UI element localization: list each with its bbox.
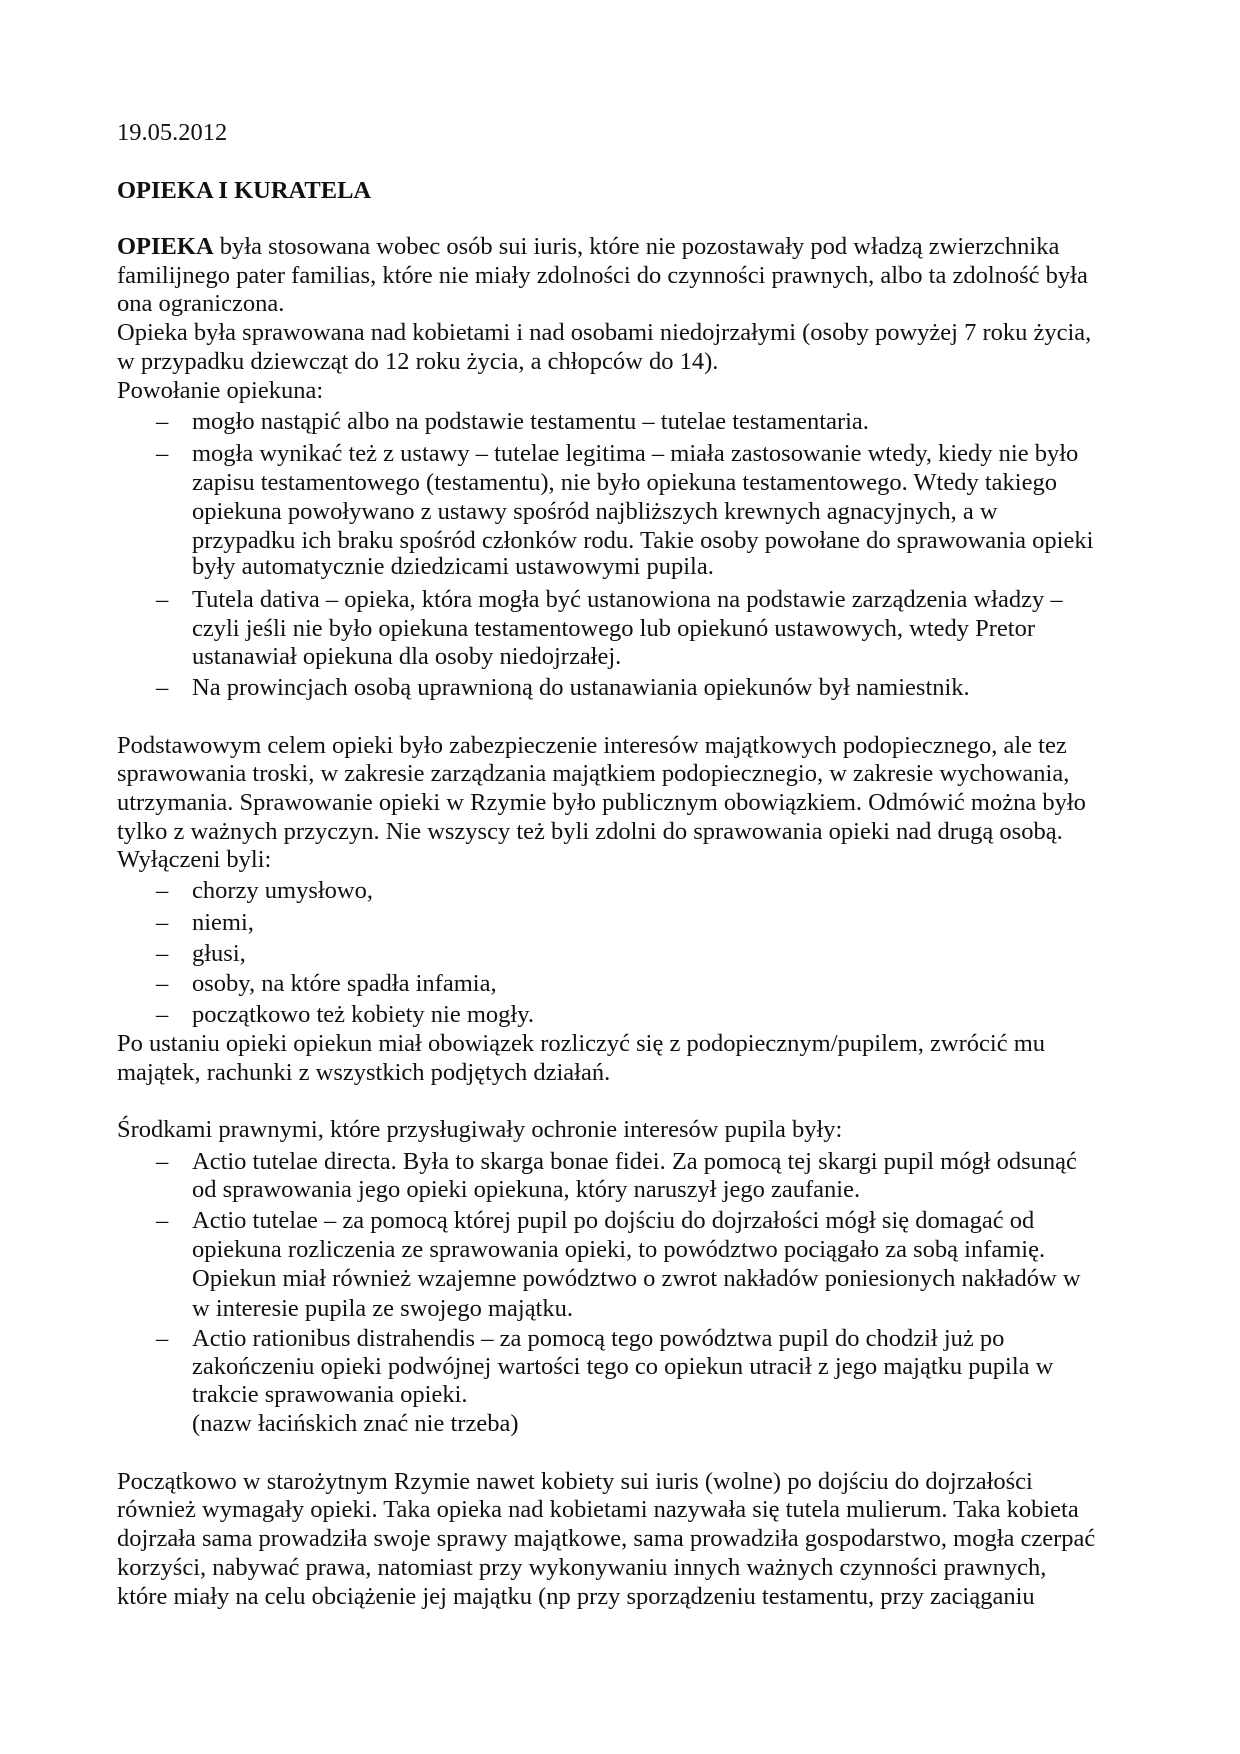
list-item-line: były automatycznie dziedzicami ustawowymi pupila. — [192, 553, 714, 580]
paragraph-line: w przypadku dziewcząt do 12 roku życia, a chłopców do 14). — [117, 348, 719, 375]
paragraph-line: ona ograniczona. — [117, 290, 285, 317]
list-item-line: początkowo też kobiety nie mogły. — [192, 1001, 534, 1028]
bullet-dash-icon: – — [156, 408, 169, 435]
list-item-line: głusi, — [192, 940, 246, 967]
paragraph-line — [117, 232, 1059, 261]
bullet-dash-icon: – — [156, 1148, 169, 1175]
bullet-dash-icon: – — [156, 877, 169, 904]
paragraph-line: również wymagały opieki. Taka opieka nad kobietami nazywała się tutela mulierum. Taka kobieta — [117, 1496, 1079, 1523]
list-item-line: osoby, na które spadła infamia, — [192, 970, 497, 997]
document-date: 19.05.2012 — [117, 119, 228, 146]
paragraph-line: majątek, rachunki z wszystkich podjętych działań. — [117, 1059, 611, 1086]
paragraph-line: familijnego pater familias, które nie miały zdolności do czynności prawnych, albo ta zdolność była — [117, 262, 1088, 289]
lead-term: OPIEKA — [117, 233, 214, 260]
list-item-line: ustanawiał opiekuna dla osoby niedojrzałej. — [192, 643, 622, 670]
list-item-line: Actio tutelae directa. Była to skarga bonae fidei. Za pomocą tej skargi pupil mógł odsunąć — [192, 1148, 1077, 1175]
paragraph-line: Wyłączeni byli: — [117, 846, 272, 873]
paragraph-line: Podstawowym celem opieki było zabezpieczenie interesów majątkowych podopiecznego, ale tez — [117, 732, 1067, 759]
bullet-dash-icon: – — [156, 1207, 169, 1234]
bullet-dash-icon: – — [156, 909, 169, 936]
list-item-line: przypadku ich braku spośród członków rodu. Takie osoby powołane do sprawowania opieki — [192, 527, 1094, 554]
list-item-line: Actio rationibus distrahendis – za pomocą tego powództwa pupil do chodził już po — [192, 1325, 1005, 1352]
paragraph-line: korzyści, nabywać prawa, natomiast przy wykonywaniu innych ważnych czynności prawnych, — [117, 1554, 1047, 1581]
list-item-line: trakcie sprawowania opieki. — [192, 1381, 468, 1408]
paragraph-text: była stosowana wobec osób sui iuris, które nie pozostawały pod władzą zwierzchnika — [213, 233, 1060, 260]
paragraph-line: sprawowania troski, w zakresie zarządzania majątkiem podopiecznegio, w zakresie wychowania, — [117, 760, 1070, 787]
list-item-line: Na prowincjach osobą uprawnioną do ustanawiania opiekunów był namiestnik. — [192, 674, 970, 701]
list-item-line: Opiekun miał również wzajemne powództwo o zwrot nakładów poniesionych nakładów w — [192, 1265, 1081, 1292]
list-item-line: niemi, — [192, 909, 254, 936]
paragraph-line: dojrzała sama prowadziła swoje sprawy majątkowe, sama prowadziła gospodarstwo, mogła czerpać — [117, 1525, 1096, 1552]
paragraph-line: utrzymania. Sprawowanie opieki w Rzymie było publicznym obowiązkiem. Odmówić można było — [117, 789, 1086, 816]
paragraph-line: Opieka była sprawowana nad kobietami i nad osobami niedojrzałymi (osoby powyżej 7 roku życia, — [117, 319, 1092, 346]
list-item-line: Actio tutelae – za pomocą której pupil po dojściu do dojrzałości mógł się domagać od — [192, 1207, 1035, 1234]
list-item-line: zakończeniu opieki podwójnej wartości tego co opiekun utracił z jego majątku pupila w — [192, 1353, 1054, 1380]
paragraph-line: Po ustaniu opieki opiekun miał obowiązek rozliczyć się z podopiecznym/pupilem, zwrócić mu — [117, 1030, 1046, 1057]
paragraph-line: Środkami prawnymi, które przysługiwały ochronie interesów pupila były: — [117, 1116, 843, 1143]
list-item-line: mogła wynikać też z ustawy – tutelae legitima – miała zastosowanie wtedy, kiedy nie było — [192, 440, 1079, 467]
bullet-dash-icon: – — [156, 1001, 169, 1028]
paragraph-line: tylko z ważnych przyczyn. Nie wszyscy też byli zdolni do sprawowania opieki nad drugą osobą. — [117, 818, 1063, 845]
list-item-line: czyli jeśli nie było opiekuna testamentowego lub opiekunó ustawowych, wtedy Pretor — [192, 615, 1036, 642]
list-item-line: w interesie pupila ze swojego majątku. — [192, 1295, 573, 1322]
bullet-dash-icon: – — [156, 440, 169, 467]
bullet-dash-icon: – — [156, 970, 169, 997]
paragraph-line: które miały na celu obciążenie jej majątku (np przy sporządzeniu testamentu, przy zaciąganiu — [117, 1583, 1035, 1610]
list-item-line: opiekuna powoływano z ustawy spośród najbliższych krewnych agnacyjnych, a w — [192, 498, 998, 525]
bullet-dash-icon: – — [156, 940, 169, 967]
paragraph-line: Powołanie opiekuna: — [117, 377, 324, 404]
list-item-line: mogło nastąpić albo na podstawie testamentu – tutelae testamentaria. — [192, 408, 869, 435]
bullet-dash-icon: – — [156, 586, 169, 613]
list-item-line: od sprawowania jego opieki opiekuna, który naruszył jego zaufanie. — [192, 1176, 861, 1203]
document-title: OPIEKA I KURATELA — [117, 177, 372, 204]
paragraph-line: Początkowo w starożytnym Rzymie nawet kobiety sui iuris (wolne) po dojściu do dojrzałości — [117, 1468, 1033, 1495]
list-item-line: opiekuna rozliczenia ze sprawowania opieki, to powództwo pociągało za sobą infamię. — [192, 1236, 1046, 1263]
list-item-line: zapisu testamentowego (testamentu), nie było opiekuna testamentowego. Wtedy takiego — [192, 469, 1057, 496]
list-item-line: Tutela dativa – opieka, która mogła być ustanowiona na podstawie zarządzenia władzy – — [192, 586, 1063, 613]
bullet-dash-icon: – — [156, 674, 169, 701]
bullet-dash-icon: – — [156, 1325, 169, 1352]
list-item-line: (nazw łacińskich znać nie trzeba) — [192, 1410, 519, 1437]
list-item-line: chorzy umysłowo, — [192, 877, 373, 904]
